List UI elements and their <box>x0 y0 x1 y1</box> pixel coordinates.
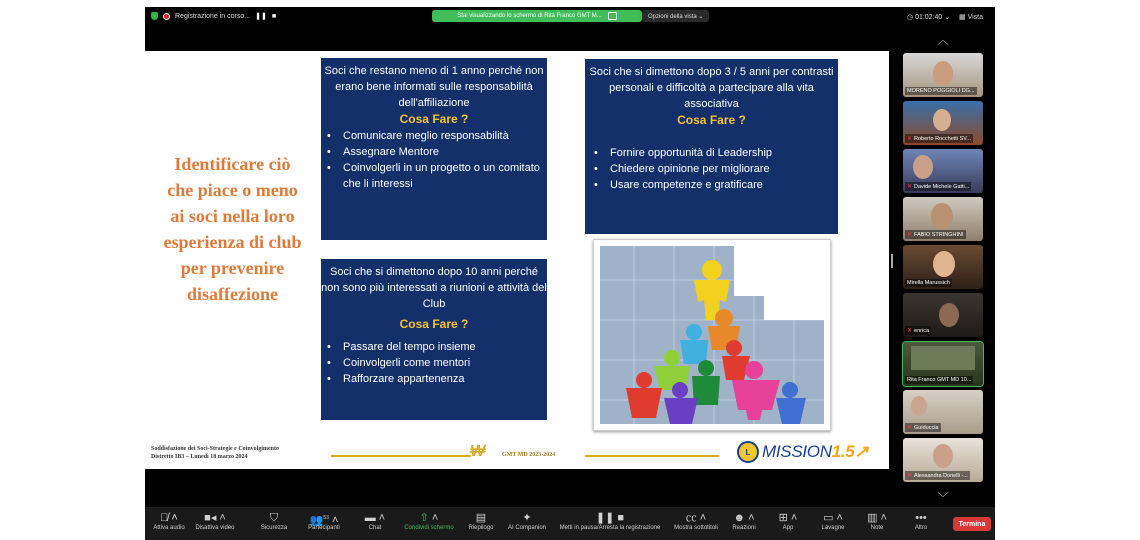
muted-mic-icon: ✕ <box>907 184 913 190</box>
footer-line-2: Distretto IB3 – Lunedì 18 marzo 2024 <box>151 454 248 460</box>
panel-resize-handle[interactable] <box>891 254 893 268</box>
clock-icon: ◷ <box>907 14 914 21</box>
box-bullet-list <box>585 145 838 193</box>
list-item: • Coinvolgerli come mentori <box>327 355 547 371</box>
sparkle-icon: ✦ <box>522 512 532 524</box>
participant-name-text: enrica <box>914 328 930 334</box>
reactions-button[interactable] <box>729 511 759 531</box>
grid-view-icon: ▦ <box>959 14 966 21</box>
mission-text <box>762 442 868 462</box>
lions-paw-icon: ₩ <box>470 443 486 460</box>
pause-recording-icon[interactable]: ❚❚ <box>255 13 267 20</box>
participant-name <box>905 230 966 239</box>
captions-button[interactable] <box>671 511 721 531</box>
notes-icon: ▥ ˄ <box>867 512 887 524</box>
notes-button[interactable] <box>865 511 889 531</box>
participant-name-text: Roberto Rocchetti SV... <box>914 136 971 142</box>
zoom-window <box>145 7 995 540</box>
footer-line-1: Soddisfazione dei Soci-Strategie e Coinvolgimento <box>151 446 279 452</box>
share-screen-icon: ⇧ ˄ <box>419 512 439 524</box>
chat-bubble-icon: ▬ ˄ <box>364 512 386 524</box>
participant-face <box>931 203 953 229</box>
chevron-down-icon[interactable]: ⌄ <box>944 14 951 21</box>
video-camera-icon: ■◂ ˄ <box>204 512 226 524</box>
whiteboard-icon: ▭ ˄ <box>823 512 843 524</box>
reactions-label: Reazioni <box>732 525 756 531</box>
footer-gold-line <box>585 455 719 457</box>
timer-value: 01:02:40 <box>915 14 943 21</box>
participant-name: MORENO POGGIOLI DG... <box>907 88 975 94</box>
participant-name: Rita Franco GMT MD 10... <box>907 377 972 383</box>
puzzle-illustration <box>594 240 830 430</box>
participant-name <box>905 182 971 191</box>
participant-tile[interactable] <box>903 149 983 193</box>
box-cosa-fare: Cosa Fare ? <box>399 317 469 331</box>
security-button[interactable] <box>257 511 291 531</box>
participant-tile-active-speaker[interactable] <box>903 342 983 386</box>
summary-document-icon: ▤ <box>475 512 487 524</box>
participant-name <box>905 326 931 335</box>
box-heading: Soci che si dimettono dopo 3 / 5 anni per contrasti personali e difficoltà a partecipare alla vita associativa <box>589 66 834 110</box>
shared-slide <box>145 51 889 469</box>
recording-indicator <box>151 12 276 20</box>
box-cosa-fare: Cosa Fare ? <box>399 112 469 126</box>
apps-label: App <box>782 525 794 531</box>
box-cosa-fare: Cosa Fare ? <box>677 113 746 127</box>
participant-face <box>933 444 953 468</box>
participant-face <box>913 155 933 179</box>
muted-mic-icon: ✕ <box>907 232 913 238</box>
participant-tile[interactable] <box>903 53 983 97</box>
pause-rec-label: Metti in pausa/Arresta la registrazione <box>559 525 661 531</box>
participant-tile[interactable] <box>903 293 983 337</box>
arrow-icon: ↗ <box>854 442 869 461</box>
gmt-label: GMT MD 2023-2024 <box>502 452 556 458</box>
muted-mic-icon: ✕ <box>907 136 913 142</box>
participant-name-text: Guiduccia <box>914 425 939 431</box>
share-screen-button[interactable] <box>399 511 459 531</box>
apps-button[interactable] <box>775 511 801 531</box>
share-notice: Stai visualizzando lo schermo di Rita Franco GMT M... <box>457 13 602 19</box>
participant-face <box>933 61 953 85</box>
participant-tile[interactable] <box>903 390 983 434</box>
captions-label: Mostra sottotitoli <box>674 525 718 531</box>
apps-icon: ⊞ ˄ <box>778 512 798 524</box>
security-shield-icon <box>151 12 158 20</box>
participant-tile[interactable] <box>903 438 983 482</box>
participant-face <box>933 251 955 277</box>
security-label: Sicurezza <box>260 525 288 531</box>
lions-club-logo-icon: L <box>737 441 759 463</box>
participants-button[interactable] <box>303 511 345 531</box>
end-meeting-button[interactable]: Termina <box>953 517 991 531</box>
share-window-icon <box>608 12 617 20</box>
participant-background <box>911 346 975 370</box>
more-button[interactable] <box>907 511 935 531</box>
participant-tile[interactable] <box>903 197 983 241</box>
reactions-emoji-icon: ☻ ˄ <box>733 512 755 524</box>
list-item: • Coinvolgerli in un progetto o un comitato che li interessi <box>327 160 547 192</box>
slide-box-10-years <box>321 259 547 420</box>
participant-tile[interactable] <box>903 245 983 289</box>
participant-name-text: Davide Michele Gatti... <box>914 184 970 190</box>
slide-footer <box>151 445 279 461</box>
more-label: Altro <box>914 525 928 531</box>
unmute-audio-button[interactable] <box>151 511 187 531</box>
participant-tile[interactable] <box>903 101 983 145</box>
participant-face <box>933 109 951 131</box>
participant-name <box>905 423 941 432</box>
top-bar <box>145 7 995 27</box>
list-item: • Rafforzare appartenenza <box>327 371 547 387</box>
chevron-down-icon[interactable]: ﹀ <box>936 491 949 505</box>
summary-button[interactable] <box>463 511 499 531</box>
view-label: Vista <box>967 14 984 21</box>
list-item: • Chiedere opinione per migliorare <box>594 161 838 177</box>
audio-label: Attiva audio <box>153 525 185 531</box>
list-item: • Assegnare Mentore <box>327 144 547 160</box>
pause-stop-recording-button[interactable] <box>553 511 667 531</box>
participant-face <box>939 303 959 327</box>
recording-label: Registrazione in corso... <box>175 12 251 20</box>
participant-face <box>911 396 927 416</box>
summary-label: Riepilogo <box>468 525 494 531</box>
notes-label: Note <box>870 525 884 531</box>
slide-box-under-1-year <box>321 58 547 240</box>
box-heading: Soci che si dimettono dopo 10 anni perché non sono più interessati a riunioni e attività del Club <box>321 266 547 310</box>
mission-number: 1.5 <box>831 442 855 461</box>
box-heading: Soci che restano meno di 1 anno perché non erano bene informati sulle responsabilità dell'affiliazione <box>324 65 544 109</box>
participant-name: Mirella Marussich <box>907 280 950 286</box>
meeting-timer <box>907 13 950 21</box>
slide-left-title: Identificare ciò che piace o meno ai soci nella loro esperienza di club per prevenire disaffezione <box>163 154 302 304</box>
security-shield-icon: ⛉ <box>269 512 279 524</box>
muted-mic-icon: 🎙̸ ˄ <box>160 512 178 524</box>
participant-name <box>905 471 970 480</box>
record-icon <box>163 13 170 20</box>
stop-video-button[interactable] <box>193 511 237 531</box>
mission-logo <box>737 441 868 463</box>
box-bullet-list <box>321 339 547 387</box>
list-item: • Comunicare meglio responsabilità <box>327 128 547 144</box>
pause-stop-icon: ❚❚ ■ <box>595 512 625 524</box>
chevron-up-icon[interactable]: ︿ <box>936 33 949 47</box>
more-dots-icon: ••• <box>915 512 927 524</box>
view-button[interactable] <box>959 13 983 21</box>
footer-gold-line <box>331 455 471 457</box>
participants-count: 53 <box>323 515 329 521</box>
captions-cc-icon: ㏄ ˄ <box>685 512 707 524</box>
participant-name <box>905 134 973 143</box>
participants-label: Partecipanti <box>308 525 340 531</box>
muted-mic-icon: ✕ <box>907 425 913 431</box>
companion-label: AI Companion <box>507 525 547 531</box>
participant-gallery <box>903 27 995 507</box>
muted-mic-icon: ✕ <box>907 328 913 334</box>
participants-icon: 👥$^{53}$ ˄ <box>309 514 339 527</box>
muted-mic-icon: ✕ <box>907 473 913 479</box>
mission-word: MISSION <box>762 442 832 461</box>
share-label: Condividi schermo <box>404 525 454 531</box>
participant-name-text: Alessandra Donelli -... <box>914 473 968 479</box>
box-bullet-list <box>321 128 547 192</box>
video-label: Disattiva video <box>195 525 235 531</box>
participant-name-text: FABIO STRINGHINI <box>914 232 964 238</box>
ai-companion-button[interactable] <box>505 511 549 531</box>
list-item: • Passare del tempo insieme <box>327 339 547 355</box>
list-item: • Usare competenze e gratificare <box>594 177 838 193</box>
slide-box-3-5-years <box>585 59 838 234</box>
whiteboards-label: Lavagne <box>821 525 845 531</box>
puzzle-people-image <box>593 239 831 431</box>
whiteboards-button[interactable] <box>817 511 849 531</box>
chat-label: Chat <box>368 525 382 531</box>
list-item: • Fornire opportunità di Leadership <box>594 145 838 161</box>
stop-recording-icon[interactable]: ■ <box>271 12 277 20</box>
meeting-toolbar <box>145 507 995 540</box>
screen-share-banner <box>432 10 642 22</box>
view-options-button[interactable]: Opzioni della vista ⌄ <box>642 10 709 22</box>
chat-button[interactable] <box>361 511 389 531</box>
